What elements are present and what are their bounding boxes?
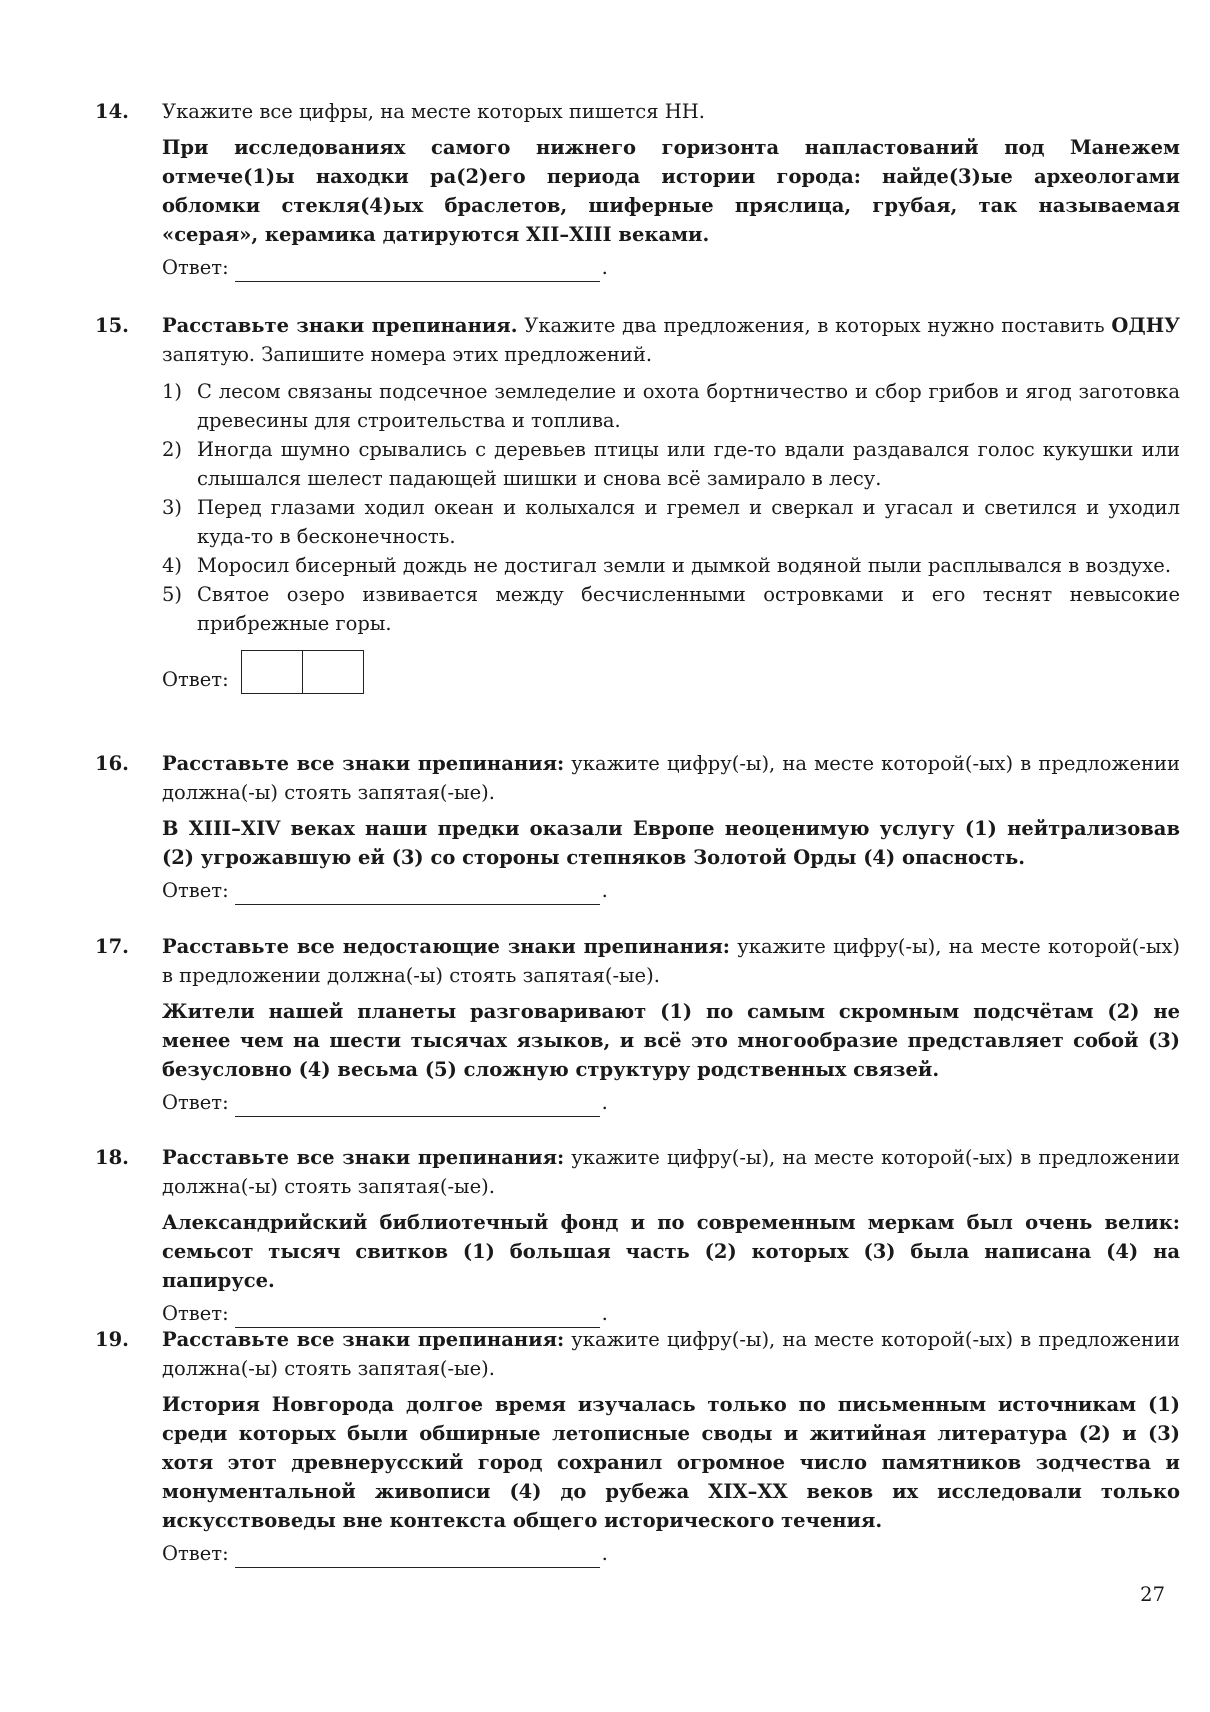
task-number: 15. (95, 314, 129, 337)
task-text: В XIII–XIV веках наши предки оказали Европе неоценимую услугу (1) нейтрализовав (2) угрожавшую ей (3) со стороны степняков Золотой Орды (4) опасность. (162, 817, 1180, 869)
answer-boxes (241, 650, 364, 694)
task-number: 18. (95, 1146, 129, 1169)
task-number: 19. (95, 1328, 129, 1351)
answer-dot: . (601, 256, 608, 279)
task-question: Укажите все цифры, на месте которых пишется НН. (162, 100, 705, 123)
answer-dot: . (601, 1091, 608, 1114)
list-item: 5) Святое озеро извивается между бесчисленными островками и его теснят невысокие прибрежные горы. (162, 583, 1180, 635)
answer-row (162, 1299, 1180, 1328)
task-text: Александрийский библиотечный фонд и по современным меркам был очень велик: семьсот тысяч свитков (1) большая часть (2) которых (3) была написана (4) на папирусе. (162, 1211, 1180, 1292)
answer-box-2[interactable] (302, 651, 363, 693)
answer-row (162, 1088, 1180, 1117)
task-18 (95, 1143, 1180, 1328)
answer-row (162, 253, 1180, 282)
task-14 (95, 97, 1180, 282)
task-text: Жители нашей планеты разговаривают (1) по самым скромным подсчётам (2) не менее чем на шести тысячах языков, и всё это многообразие представляет собой (3) безусловно (4) весьма (5) сложную структуру родственных связей. (162, 1000, 1180, 1081)
answer-input[interactable] (235, 1092, 600, 1117)
answer-label: Ответ: (162, 668, 229, 691)
answer-dot: . (601, 1542, 608, 1565)
task-question: Расставьте все знаки препинания: укажите цифру(-ы), на месте которой(-ых) в предложении должна(-ы) стоять запятая(-ые). (162, 752, 1180, 804)
task-15 (95, 311, 1180, 694)
answer-row (162, 876, 1180, 905)
task-question: Расставьте все знаки препинания: укажите цифру(-ы), на месте которой(-ых) в предложении должна(-ы) стоять запятая(-ые). (162, 1146, 1180, 1198)
task-question: Расставьте знаки препинания. Укажите два предложения, в которых нужно поставить ОДНУ запятую. Запишите номера этих предложений. (162, 314, 1180, 366)
task-number: 16. (95, 752, 129, 775)
answer-box-1[interactable] (242, 651, 302, 693)
answer-input[interactable] (235, 1543, 600, 1568)
answer-dot: . (601, 1302, 608, 1325)
answer-label: Ответ: (162, 879, 229, 902)
task-text: При исследованиях самого нижнего горизонта напластований под Манежем отмече(1)ы находки ра(2)его периода истории города: найде(3)ые археологами обломки стекля(4)ых браслетов, шиферные пряслица, грубая, так называемая «серая», керамика датируются XII–XIII веками. (162, 136, 1180, 246)
answer-dot: . (601, 879, 608, 902)
answer-label: Ответ: (162, 1542, 229, 1565)
task-text: История Новгорода долгое время изучалась только по письменным источникам (1) среди которых были обширные летописные своды и житийная литература (2) и (3) хотя этот древнерусский город сохранил огромное число памятников зодчества и монументальной живописи (4) до рубежа XIX–XX веков их исследовали только искусствоведы вне контекста общего исторического течения. (162, 1393, 1180, 1532)
task-number: 17. (95, 935, 129, 958)
answer-label: Ответ: (162, 1091, 229, 1114)
task-number: 14. (95, 100, 129, 123)
answer-label: Ответ: (162, 1302, 229, 1325)
answer-row (162, 650, 1180, 694)
task-17 (95, 932, 1180, 1117)
list-item: 1) С лесом связаны подсечное земледелие и охота бортничество и сбор грибов и ягод заготовка древесины для строительства и топлива. (162, 380, 1180, 432)
answer-input[interactable] (235, 257, 600, 282)
list-item: 3) Перед глазами ходил океан и колыхался и гремел и сверкал и угасал и светился и уходил куда-то в бесконечность. (162, 496, 1180, 548)
answer-input[interactable] (235, 880, 600, 905)
task-19 (95, 1325, 1180, 1568)
options-list (162, 377, 1180, 638)
list-item: 2) Иногда шумно срывались с деревьев птицы или где-то вдали раздавался голос кукушки или слышался шелест падающей шишки и снова всё замирало в лесу. (162, 438, 1180, 490)
answer-row (162, 1539, 1180, 1568)
answer-label: Ответ: (162, 256, 229, 279)
task-question: Расставьте все недостающие знаки препинания: укажите цифру(-ы), на месте которой(-ых) в предложении должна(-ы) стоять запятая(-ые). (162, 935, 1180, 987)
task-question: Расставьте все знаки препинания: укажите цифру(-ы), на месте которой(-ых) в предложении должна(-ы) стоять запятая(-ые). (162, 1328, 1180, 1380)
list-item: 4) Моросил бисерный дождь не достигал земли и дымкой водяной пыли расплывался в воздухе. (162, 554, 1172, 577)
task-16 (95, 749, 1180, 905)
page-number: 27 (1140, 1583, 1165, 1606)
